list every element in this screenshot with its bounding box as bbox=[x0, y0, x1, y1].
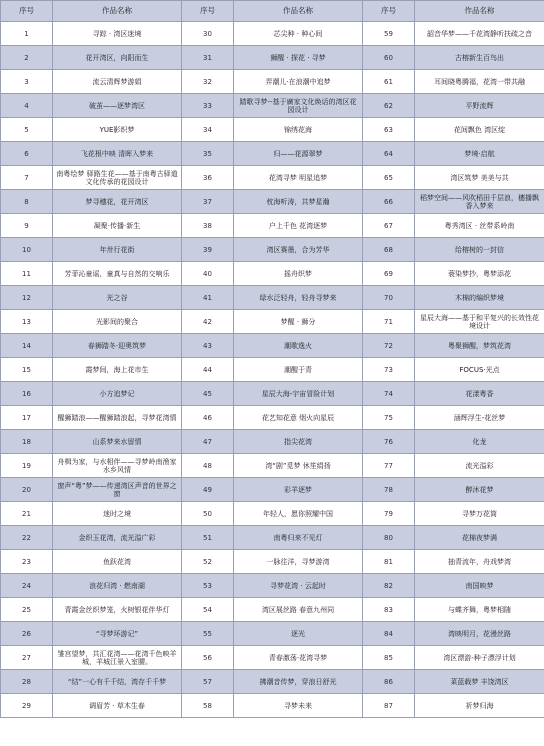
cell-index: 5 bbox=[1, 118, 53, 142]
cell-index: 6 bbox=[1, 142, 53, 166]
cell-title: “寻梦环游记” bbox=[53, 622, 182, 646]
cell-title: 花艺知花意 烟火向星辰 bbox=[234, 406, 363, 430]
cell-title: 蓑染梦抄，粤梦添花 bbox=[415, 262, 544, 286]
cell-title: 潮歌逸火 bbox=[234, 334, 363, 358]
cell-title: 醉沐花梦 bbox=[415, 478, 544, 502]
cell-title: 雏宫望梦，共汇花湾——花湾千色映羊城，羊城江景入室腰。 bbox=[53, 646, 182, 670]
cell-index: 25 bbox=[1, 598, 53, 622]
cell-index: 57 bbox=[182, 670, 234, 694]
cell-index: 33 bbox=[182, 94, 234, 118]
table-row bbox=[1, 334, 544, 358]
cell-index: 77 bbox=[363, 454, 415, 478]
header-index: 序号 bbox=[182, 1, 234, 22]
table-row bbox=[1, 262, 544, 286]
table-row bbox=[1, 214, 544, 238]
cell-index: 85 bbox=[363, 646, 415, 670]
cell-title: FOCUS·光点 bbox=[415, 358, 544, 382]
cell-index: 41 bbox=[182, 286, 234, 310]
cell-title: 抽青流年，舟戏梦湾 bbox=[415, 550, 544, 574]
header-title: 作品名称 bbox=[234, 1, 363, 22]
table-row bbox=[1, 238, 544, 262]
cell-title: 涵辉浮生-花丝梦 bbox=[415, 406, 544, 430]
cell-index: 51 bbox=[182, 526, 234, 550]
cell-title: 给榕树的一封信 bbox=[415, 238, 544, 262]
cell-title: 青霞金丝织梦笼，火树银花伴华灯 bbox=[53, 598, 182, 622]
cell-title: 小方追梦记 bbox=[53, 382, 182, 406]
table-row bbox=[1, 694, 544, 718]
cell-title: 潮醒于青 bbox=[234, 358, 363, 382]
cell-index: 66 bbox=[363, 190, 415, 214]
cell-index: 38 bbox=[182, 214, 234, 238]
cell-title: 窗声“粤”梦——传递湾区声音的世界之窗 bbox=[53, 478, 182, 502]
table-row bbox=[1, 358, 544, 382]
cell-title: 花漾粤香 bbox=[415, 382, 544, 406]
cell-title: “结”一心有千千结，湾存千千梦 bbox=[53, 670, 182, 694]
cell-index: 32 bbox=[182, 70, 234, 94]
cell-title: 山系梦来水留情 bbox=[53, 430, 182, 454]
cell-index: 78 bbox=[363, 478, 415, 502]
cell-title: 醒狮踏浪——醒狮踏浪起，寻梦花湾情 bbox=[53, 406, 182, 430]
cell-index: 73 bbox=[363, 358, 415, 382]
cell-index: 3 bbox=[1, 70, 53, 94]
cell-title: 流云清辉梦游娟 bbox=[53, 70, 182, 94]
cell-title: 花湾寻梦 明星追梦 bbox=[234, 166, 363, 190]
cell-title: 彩羊逐梦 bbox=[234, 478, 363, 502]
cell-index: 20 bbox=[1, 478, 53, 502]
table-row bbox=[1, 646, 544, 670]
cell-title: 湾区赛墨，合为芳华 bbox=[234, 238, 363, 262]
cell-index: 1 bbox=[1, 22, 53, 46]
cell-index: 42 bbox=[182, 310, 234, 334]
table-row bbox=[1, 310, 544, 334]
cell-title: 年卅行花街 bbox=[53, 238, 182, 262]
cell-index: 28 bbox=[1, 670, 53, 694]
cell-index: 14 bbox=[1, 334, 53, 358]
cell-title: 韶音华梦——千花湾静听扶疏之音 bbox=[415, 22, 544, 46]
cell-title: 湾区展丝路 春意九州同 bbox=[234, 598, 363, 622]
cell-index: 24 bbox=[1, 574, 53, 598]
table-row bbox=[1, 526, 544, 550]
cell-index: 63 bbox=[363, 118, 415, 142]
cell-index: 87 bbox=[363, 694, 415, 718]
cell-index: 75 bbox=[363, 406, 415, 430]
cell-index: 47 bbox=[182, 430, 234, 454]
cell-index: 34 bbox=[182, 118, 234, 142]
cell-index: 21 bbox=[1, 502, 53, 526]
cell-title: 芯尖种 · 种心间 bbox=[234, 22, 363, 46]
cell-index: 11 bbox=[1, 262, 53, 286]
cell-title: 湾映明月，花漫丝路 bbox=[415, 622, 544, 646]
cell-title: 粤秀湾区 · 丝带系岭南 bbox=[415, 214, 544, 238]
cell-title: 南国映梦 bbox=[415, 574, 544, 598]
cell-index: 46 bbox=[182, 406, 234, 430]
table-row bbox=[1, 502, 544, 526]
cell-index: 58 bbox=[182, 694, 234, 718]
cell-title: 飞花根中映 清晖入梦来 bbox=[53, 142, 182, 166]
table-row bbox=[1, 670, 544, 694]
header-row bbox=[1, 1, 544, 22]
cell-title: 迷时之境 bbox=[53, 502, 182, 526]
cell-index: 45 bbox=[182, 382, 234, 406]
table-body bbox=[1, 22, 544, 718]
cell-index: 2 bbox=[1, 46, 53, 70]
cell-index: 55 bbox=[182, 622, 234, 646]
cell-title: 星辰大海——基于和平复兴的长效性花境设计 bbox=[415, 310, 544, 334]
table-row bbox=[1, 574, 544, 598]
cell-index: 35 bbox=[182, 142, 234, 166]
table-row bbox=[1, 94, 544, 118]
cell-title: 光之谷 bbox=[53, 286, 182, 310]
cell-title: 狮醒 · 探花 · 寻梦 bbox=[234, 46, 363, 70]
cell-title: 归——花源翠梦 bbox=[234, 142, 363, 166]
cell-index: 59 bbox=[363, 22, 415, 46]
table-row bbox=[1, 22, 544, 46]
cell-title: 湾区筑梦 美美与共 bbox=[415, 166, 544, 190]
header-title: 作品名称 bbox=[415, 1, 544, 22]
cell-index: 54 bbox=[182, 598, 234, 622]
table-row bbox=[1, 406, 544, 430]
cell-index: 53 bbox=[182, 574, 234, 598]
cell-index: 62 bbox=[363, 94, 415, 118]
cell-index: 44 bbox=[182, 358, 234, 382]
cell-index: 68 bbox=[363, 238, 415, 262]
cell-index: 31 bbox=[182, 46, 234, 70]
cell-index: 76 bbox=[363, 430, 415, 454]
cell-index: 29 bbox=[1, 694, 53, 718]
cell-index: 74 bbox=[363, 382, 415, 406]
cell-title: YUE影织梦 bbox=[53, 118, 182, 142]
header-index: 序号 bbox=[1, 1, 53, 22]
cell-title: 踏歌寻梦--基于廣家文化焕话的湾区花园设计 bbox=[234, 94, 363, 118]
cell-index: 19 bbox=[1, 454, 53, 478]
cell-title: 稻梦空间——风吹稻田千层浪，穗播飘香入梦来 bbox=[415, 190, 544, 214]
cell-index: 48 bbox=[182, 454, 234, 478]
cell-title: 湾区漂游-种子漂浮计划 bbox=[415, 646, 544, 670]
table-row bbox=[1, 430, 544, 454]
cell-index: 86 bbox=[363, 670, 415, 694]
cell-index: 9 bbox=[1, 214, 53, 238]
table-row bbox=[1, 46, 544, 70]
cell-title: 星辰大海-宇宙冒险计划 bbox=[234, 382, 363, 406]
cell-index: 71 bbox=[363, 310, 415, 334]
cell-title: 弄潮儿·在浪潮中追梦 bbox=[234, 70, 363, 94]
table-row bbox=[1, 454, 544, 478]
table-row bbox=[1, 70, 544, 94]
table-row bbox=[1, 598, 544, 622]
cell-title: 拂潮音传梦，穿浪日舒光 bbox=[234, 670, 363, 694]
cell-title: 花开湾区，向阳而生 bbox=[53, 46, 182, 70]
cell-index: 16 bbox=[1, 382, 53, 406]
cell-title: 花间飘色 湾区绽 bbox=[415, 118, 544, 142]
cell-title: 寻梦花湾 · 云起时 bbox=[234, 574, 363, 598]
table-row bbox=[1, 478, 544, 502]
cell-title: 南粤绘梦 驿路生花——基于南粤古驿道文化传承的花园设计 bbox=[53, 166, 182, 190]
cell-title: 菜蓝载梦 丰饶湾区 bbox=[415, 670, 544, 694]
cell-index: 7 bbox=[1, 166, 53, 190]
cell-title: 梦醒 · 狮分 bbox=[234, 310, 363, 334]
cell-index: 13 bbox=[1, 310, 53, 334]
cell-title: 梦寻穗花，花开湾区 bbox=[53, 190, 182, 214]
cell-index: 39 bbox=[182, 238, 234, 262]
cell-title: 破茧——逐梦湾区 bbox=[53, 94, 182, 118]
cell-index: 36 bbox=[182, 166, 234, 190]
cell-title: 耳间晓粤腾福，花湾一带共融 bbox=[415, 70, 544, 94]
cell-title: 木棉的编织梦境 bbox=[415, 286, 544, 310]
cell-title: 寻梦万花筒 bbox=[415, 502, 544, 526]
cell-index: 72 bbox=[363, 334, 415, 358]
cell-index: 23 bbox=[1, 550, 53, 574]
table-row bbox=[1, 286, 544, 310]
cell-index: 15 bbox=[1, 358, 53, 382]
cell-title: 一脉往洋，寻梦游湾 bbox=[234, 550, 363, 574]
cell-title: 金织玉花湾，流光溢广彩 bbox=[53, 526, 182, 550]
cell-index: 43 bbox=[182, 334, 234, 358]
cell-index: 81 bbox=[363, 550, 415, 574]
cell-title: 逐光 bbox=[234, 622, 363, 646]
cell-title: 古榕新生百鸟出 bbox=[415, 46, 544, 70]
cell-index: 60 bbox=[363, 46, 415, 70]
cell-index: 69 bbox=[363, 262, 415, 286]
table-row bbox=[1, 622, 544, 646]
cell-title: 南粤归来不见灯 bbox=[234, 526, 363, 550]
table-row bbox=[1, 118, 544, 142]
cell-index: 61 bbox=[363, 70, 415, 94]
cell-index: 8 bbox=[1, 190, 53, 214]
cell-title: 梦境·启航 bbox=[415, 142, 544, 166]
cell-title: 凝聚·传播·新生 bbox=[53, 214, 182, 238]
cell-index: 64 bbox=[363, 142, 415, 166]
table-row bbox=[1, 382, 544, 406]
cell-index: 49 bbox=[182, 478, 234, 502]
cell-title: 平野流辉 bbox=[415, 94, 544, 118]
table-row bbox=[1, 190, 544, 214]
header-index: 序号 bbox=[363, 1, 415, 22]
cell-title: 年轻人，愿你照耀中国 bbox=[234, 502, 363, 526]
cell-index: 83 bbox=[363, 598, 415, 622]
cell-title: 指尖花湾 bbox=[234, 430, 363, 454]
table-row bbox=[1, 550, 544, 574]
cell-title: 花棉夜梦满 bbox=[415, 526, 544, 550]
cell-title: 浪花归湾 · 燃南湖 bbox=[53, 574, 182, 598]
cell-index: 50 bbox=[182, 502, 234, 526]
cell-title: 鱼跃花湾 bbox=[53, 550, 182, 574]
cell-index: 30 bbox=[182, 22, 234, 46]
cell-title: 霞梦间，海上花市生 bbox=[53, 358, 182, 382]
cell-title: 摇舟织梦 bbox=[234, 262, 363, 286]
cell-title: 湾“剧”觅梦 休笙绢扬 bbox=[234, 454, 363, 478]
cell-title: 户上千色 花湾逐梦 bbox=[234, 214, 363, 238]
cell-index: 70 bbox=[363, 286, 415, 310]
cell-index: 65 bbox=[363, 166, 415, 190]
cell-title: 祈梦归海 bbox=[415, 694, 544, 718]
cell-index: 17 bbox=[1, 406, 53, 430]
cell-title: 芳菲沁童谣，童真与自然的交响乐 bbox=[53, 262, 182, 286]
cell-index: 84 bbox=[363, 622, 415, 646]
cell-title: 舟楫为家，与水相伴——寻梦岭南渔家水乡风情 bbox=[53, 454, 182, 478]
cell-index: 4 bbox=[1, 94, 53, 118]
cell-title: 青春激荡·花湾寻梦 bbox=[234, 646, 363, 670]
cell-index: 56 bbox=[182, 646, 234, 670]
cell-title: 粤聚狮醒，梦筑花湾 bbox=[415, 334, 544, 358]
cell-index: 12 bbox=[1, 286, 53, 310]
cell-title: 与蝶齐舞，粤梦相随 bbox=[415, 598, 544, 622]
cell-title: 化龙 bbox=[415, 430, 544, 454]
cell-title: 春狮踏冬·迎奥筑梦 bbox=[53, 334, 182, 358]
table-row bbox=[1, 166, 544, 190]
cell-index: 37 bbox=[182, 190, 234, 214]
cell-index: 10 bbox=[1, 238, 53, 262]
cell-index: 40 bbox=[182, 262, 234, 286]
cell-title: 寻梦未来 bbox=[234, 694, 363, 718]
table-row bbox=[1, 142, 544, 166]
cell-index: 27 bbox=[1, 646, 53, 670]
header-title: 作品名称 bbox=[53, 1, 182, 22]
cell-index: 18 bbox=[1, 430, 53, 454]
cell-index: 52 bbox=[182, 550, 234, 574]
cell-index: 26 bbox=[1, 622, 53, 646]
cell-title: 锦绣花海 bbox=[234, 118, 363, 142]
cell-index: 82 bbox=[363, 574, 415, 598]
cell-title: 调眉芳 · 草木生春 bbox=[53, 694, 182, 718]
cell-title: 寻踪 · 湾区迷境 bbox=[53, 22, 182, 46]
cell-title: 流光溢彩 bbox=[415, 454, 544, 478]
cell-title: 光影间的聚合 bbox=[53, 310, 182, 334]
cell-title: 枕海听涛，共梦星瀚 bbox=[234, 190, 363, 214]
cell-index: 79 bbox=[363, 502, 415, 526]
cell-index: 80 bbox=[363, 526, 415, 550]
cell-title: 绿水泛轻舟，轻舟寻梦来 bbox=[234, 286, 363, 310]
cell-index: 67 bbox=[363, 214, 415, 238]
cell-index: 22 bbox=[1, 526, 53, 550]
